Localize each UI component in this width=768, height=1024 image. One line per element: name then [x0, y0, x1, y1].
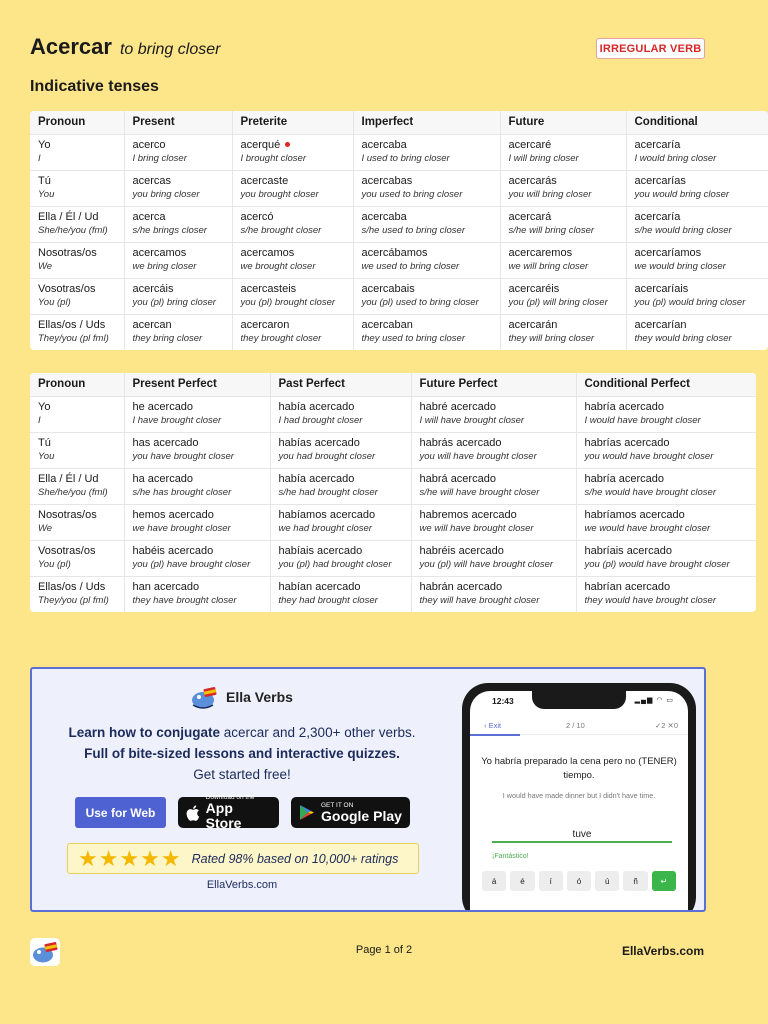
column-header: Future Perfect	[411, 373, 576, 396]
pronoun: Yo	[38, 138, 51, 151]
conjugation: habías acercado	[278, 436, 360, 449]
accent-key[interactable]: í	[539, 871, 563, 891]
exit-button[interactable]: ‹ Exit	[484, 721, 502, 730]
quiz-translation: I would have made dinner but I didn't have time.	[502, 791, 656, 800]
table-row	[30, 170, 768, 206]
conjugation: habíamos acercado	[278, 508, 376, 521]
conjugation-translation: they would have brought closer	[584, 594, 716, 606]
conjugation-cell	[411, 396, 576, 432]
phone-screen	[470, 691, 688, 912]
conjugation-cell	[500, 134, 626, 170]
conjugation-cell	[124, 540, 270, 576]
quiz-question: Yo habría preparado la cena pero no (TENER) tiempo.	[481, 756, 677, 781]
table-row	[30, 504, 756, 540]
pronoun-translation: I	[38, 414, 41, 426]
conjugation-cell	[626, 134, 768, 170]
conjugation: acercamos	[132, 246, 187, 259]
conjugation-translation: s/he brings closer	[132, 224, 207, 236]
conjugation-translation: we would have brought closer	[584, 522, 711, 534]
conjugation: acercaré	[508, 138, 552, 151]
table-row	[30, 396, 756, 432]
conjugation: había acercado	[278, 472, 355, 485]
conjugation-cell	[353, 134, 500, 170]
pronoun-translation: You (pl)	[38, 296, 71, 308]
conjugation-cell	[270, 576, 411, 612]
conjugation: acercáis	[132, 282, 174, 295]
conjugation: acercábamos	[361, 246, 428, 259]
conjugation-cell	[576, 540, 756, 576]
pronoun-cell	[30, 314, 124, 350]
conjugation: acercabas	[361, 174, 413, 187]
conjugation: habría acercado	[584, 472, 664, 485]
conjugation: acercamos	[240, 246, 295, 259]
conjugation: habéis acercado	[132, 544, 214, 557]
conjugation-cell	[124, 396, 270, 432]
conjugation-translation: we will have brought closer	[419, 522, 534, 534]
column-header: Conditional	[626, 111, 768, 134]
conjugation-translation: you (pl) will have brought closer	[419, 558, 554, 570]
conjugation-cell	[232, 134, 353, 170]
table-row	[30, 576, 756, 612]
pronoun: Ellas/os / Uds	[38, 580, 106, 593]
quiz-answer-input[interactable]: tuve	[492, 829, 672, 843]
conjugation-translation: I will bring closer	[508, 152, 579, 164]
column-header: Imperfect	[353, 111, 500, 134]
quiz-score: ✓2 ✕0	[655, 721, 678, 730]
pronoun-cell	[30, 206, 124, 242]
conjugation: acercasteis	[240, 282, 297, 295]
conjugation: acercarás	[508, 174, 557, 187]
conjugation: acercó	[240, 210, 274, 223]
verb-title: Acercar	[30, 34, 112, 59]
brand-name: Ella Verbs	[226, 689, 293, 705]
conjugation-cell	[270, 504, 411, 540]
conjugation-cell	[353, 242, 500, 278]
pronoun-cell	[30, 504, 124, 540]
conjugation: acercaríamos	[634, 246, 702, 259]
conjugation-cell	[500, 314, 626, 350]
table-row	[30, 242, 768, 278]
pronoun-translation: They/you (pl fml)	[38, 594, 109, 606]
pronoun-translation: You	[38, 188, 55, 200]
conjugation-cell	[411, 504, 576, 540]
conjugation-cell	[500, 278, 626, 314]
table-row	[30, 468, 756, 504]
pronoun-cell	[30, 540, 124, 576]
conjugation: han acercado	[132, 580, 200, 593]
conjugation: habrá acercado	[419, 472, 496, 485]
column-header: Future	[500, 111, 626, 134]
perfect-tenses-table	[30, 373, 756, 612]
conjugation-translation: I would have brought closer	[584, 414, 701, 426]
pronoun-cell	[30, 468, 124, 504]
conjugation-translation: they have brought closer	[132, 594, 237, 606]
conjugation-translation: you (pl) bring closer	[132, 296, 216, 308]
conjugation-translation: they would bring closer	[634, 332, 732, 344]
conjugation-cell	[626, 314, 768, 350]
conjugation-cell	[124, 206, 232, 242]
conjugation-translation: we bring closer	[132, 260, 197, 272]
rating-box	[67, 843, 419, 874]
conjugation-translation: you (pl) would bring closer	[634, 296, 746, 308]
verb-translation: to bring closer	[119, 41, 221, 58]
conjugation-translation: s/he used to bring closer	[361, 224, 466, 236]
pronoun: Ellas/os / Uds	[38, 318, 106, 331]
page-number: Page 1 of 2	[355, 944, 413, 956]
conjugation: hemos acercado	[132, 508, 214, 521]
conjugation-cell	[124, 134, 232, 170]
conjugation-translation: you (pl) brought closer	[240, 296, 336, 308]
conjugation-translation: we will bring closer	[508, 260, 589, 272]
promo-line-1: Learn how to conjugate acercar and 2,300+ other verbs.	[68, 725, 416, 740]
conjugation-cell	[124, 170, 232, 206]
conjugation: acercas	[132, 174, 172, 187]
pronoun: Tú	[38, 174, 51, 187]
ella-verbs-logo-icon	[190, 685, 218, 709]
conjugation-cell	[626, 242, 768, 278]
conjugation: acercabais	[361, 282, 415, 295]
quiz-feedback: ¡Fantástico!	[492, 853, 529, 860]
column-header: Preterite	[232, 111, 353, 134]
conjugation-translation: they had brought closer	[278, 594, 378, 606]
conjugation-translation: I have brought closer	[132, 414, 222, 426]
pronoun: Ella / Él / Ud	[38, 210, 99, 223]
column-header: Pronoun	[30, 373, 124, 396]
table-row	[30, 206, 768, 242]
table-row	[30, 540, 756, 576]
accent-key[interactable]: á	[482, 871, 506, 891]
conjugation-translation: you will have brought closer	[419, 450, 537, 462]
conjugation: acercarían	[634, 318, 687, 331]
column-header: Present Perfect	[124, 373, 270, 396]
conjugation-cell	[124, 432, 270, 468]
conjugation-cell	[124, 468, 270, 504]
conjugation-cell	[576, 468, 756, 504]
irregular-verb-badge: IRREGULAR VERB	[596, 38, 705, 59]
conjugation-translation: I will have brought closer	[419, 414, 525, 426]
google-play-button[interactable]	[291, 797, 410, 828]
conjugation: acercaste	[240, 174, 289, 187]
rating-text: Rated 98% based on 10,000+ ratings	[191, 851, 399, 866]
conjugation-cell	[232, 314, 353, 350]
conjugation-translation: they will bring closer	[508, 332, 595, 344]
conjugation: acercarán	[508, 318, 558, 331]
phone-status-icons: ▂▄▆ ◠ ▭	[634, 697, 674, 704]
conjugation: ha acercado	[132, 472, 194, 485]
pronoun-translation: I	[38, 152, 41, 164]
conjugation: acercan	[132, 318, 172, 331]
simple-tenses-table	[30, 111, 768, 350]
conjugation: habrían acercado	[584, 580, 671, 593]
apple-icon	[186, 805, 200, 821]
conjugation-translation: they bring closer	[132, 332, 203, 344]
conjugation-cell	[576, 432, 756, 468]
conjugation: acercaríais	[634, 282, 689, 295]
conjugation-translation: you (pl) have brought closer	[132, 558, 251, 570]
enter-key[interactable]: ↵	[652, 871, 676, 891]
pronoun-translation: You	[38, 450, 55, 462]
conjugation-translation: you (pl) will bring closer	[508, 296, 608, 308]
conjugation: habré acercado	[419, 400, 496, 413]
conjugation: acerca	[132, 210, 166, 223]
conjugation: habremos acercado	[419, 508, 517, 521]
conjugation-translation: I had brought closer	[278, 414, 363, 426]
table-row	[30, 432, 756, 468]
use-for-web-button[interactable]: Use for Web	[75, 797, 166, 828]
promo-url[interactable]: EllaVerbs.com	[206, 879, 278, 891]
conjugation-translation: we brought closer	[240, 260, 316, 272]
conjugation-translation: you had brought closer	[278, 450, 376, 462]
column-header: Present	[124, 111, 232, 134]
conjugation: acercaréis	[508, 282, 560, 295]
pronoun: Nosotras/os	[38, 508, 97, 521]
conjugation-translation: you (pl) had brought closer	[278, 558, 392, 570]
app-store-label: App Store	[205, 800, 242, 831]
conjugation: habíais acercado	[278, 544, 363, 557]
conjugation-cell	[270, 540, 411, 576]
conjugation-cell	[411, 540, 576, 576]
section-title: Indicative tenses	[30, 78, 159, 95]
pronoun-translation: You (pl)	[38, 558, 71, 570]
conjugation-translation: s/he will bring closer	[508, 224, 595, 236]
conjugation: acercaron	[240, 318, 290, 331]
conjugation-cell	[124, 576, 270, 612]
conjugation-cell	[353, 170, 500, 206]
conjugation-translation: you brought closer	[240, 188, 319, 200]
conjugation-translation: I would bring closer	[634, 152, 717, 164]
conjugation: acercaría	[634, 138, 681, 151]
pronoun-translation: She/he/you (fml)	[38, 224, 108, 236]
conjugation-translation: you will bring closer	[508, 188, 592, 200]
pronoun: Vosotras/os	[38, 544, 96, 557]
quiz-top-bar	[470, 715, 688, 735]
conjugation-translation: you bring closer	[132, 188, 200, 200]
conjugation: habrías acercado	[584, 436, 670, 449]
pronoun-cell	[30, 242, 124, 278]
conjugation-translation: s/he brought closer	[240, 224, 322, 236]
conjugation: habríamos acercado	[584, 508, 685, 521]
conjugation-translation: you would have brought closer	[584, 450, 714, 462]
phone-notch	[532, 691, 626, 709]
conjugation-cell	[626, 278, 768, 314]
conjugation-cell	[576, 504, 756, 540]
conjugation: acerqué	[241, 139, 345, 152]
conjugation-translation: s/he has brought closer	[132, 486, 232, 498]
conjugation-translation: I bring closer	[132, 152, 187, 164]
pronoun: Yo	[38, 400, 51, 413]
conjugation-translation: you (pl) used to bring closer	[361, 296, 479, 308]
star-rating-icon: ★★★★★	[78, 845, 182, 871]
app-store-small-label: Download on the	[205, 794, 255, 801]
footer-url[interactable]: EllaVerbs.com	[621, 944, 704, 958]
column-header: Conditional Perfect	[576, 373, 756, 396]
conjugation: acercaba	[361, 138, 407, 151]
conjugation: acercaremos	[508, 246, 573, 259]
conjugation: habrán acercado	[419, 580, 503, 593]
conjugation-translation: they will have brought closer	[419, 594, 540, 606]
irregular-marker-icon	[285, 142, 290, 147]
promo-line-2: Full of bite-sized lessons and interactive quizzes.	[84, 746, 400, 761]
conjugation-translation: you (pl) would have brought closer	[584, 558, 730, 570]
conjugation: habríais acercado	[584, 544, 672, 557]
pronoun-cell	[30, 576, 124, 612]
conjugation-cell	[500, 170, 626, 206]
conjugation: acercaba	[361, 210, 407, 223]
conjugation-cell	[500, 242, 626, 278]
pronoun: Vosotras/os	[38, 282, 96, 295]
conjugation-cell	[270, 396, 411, 432]
conjugation-translation: you have brought closer	[132, 450, 234, 462]
conjugation-translation: s/he would bring closer	[634, 224, 732, 236]
conjugation: habría acercado	[584, 400, 664, 413]
pronoun-cell	[30, 134, 124, 170]
conjugation-translation: they used to bring closer	[361, 332, 466, 344]
accent-key[interactable]: ú	[595, 871, 619, 891]
conjugation-cell	[626, 206, 768, 242]
conjugation-translation: we would bring closer	[634, 260, 726, 272]
pronoun-translation: She/he/you (fml)	[38, 486, 108, 498]
accent-key[interactable]: ó	[567, 871, 591, 891]
pronoun: Ella / Él / Ud	[38, 472, 99, 485]
pronoun-translation: We	[38, 260, 53, 272]
table-row	[30, 134, 768, 170]
conjugation-translation: you used to bring closer	[361, 188, 463, 200]
conjugation-translation: they brought closer	[240, 332, 322, 344]
conjugation-translation: we used to bring closer	[361, 260, 460, 272]
accent-keyboard	[482, 871, 676, 891]
pronoun: Nosotras/os	[38, 246, 97, 259]
conjugation: has acercado	[132, 436, 199, 449]
conjugation-cell	[232, 278, 353, 314]
conjugation-cell	[270, 432, 411, 468]
conjugation-cell	[353, 206, 500, 242]
pronoun-translation: They/you (pl fml)	[38, 332, 109, 344]
conjugation-cell	[124, 314, 232, 350]
title-row	[30, 34, 220, 60]
google-play-icon	[299, 804, 315, 821]
conjugation-cell	[124, 278, 232, 314]
table-row	[30, 278, 768, 314]
column-header: Past Perfect	[270, 373, 411, 396]
promo-line-3: Get started free!	[193, 767, 291, 782]
conjugation: habían acercado	[278, 580, 361, 593]
conjugation-cell	[411, 468, 576, 504]
app-store-button[interactable]	[178, 794, 279, 831]
conjugation: acercarías	[634, 174, 686, 187]
conjugation-translation: s/he had brought closer	[278, 486, 378, 498]
accent-key[interactable]: é	[510, 871, 534, 891]
conjugation-cell	[500, 206, 626, 242]
phone-mockup	[462, 683, 696, 912]
accent-key[interactable]: ñ	[623, 871, 647, 891]
conjugation: acerco	[132, 138, 166, 151]
column-header: Pronoun	[30, 111, 124, 134]
conjugation-cell	[270, 468, 411, 504]
conjugation-cell	[576, 576, 756, 612]
promo-box	[30, 667, 706, 912]
pronoun-translation: We	[38, 522, 53, 534]
google-play-small-label: GET IT ON	[321, 801, 354, 809]
conjugation-cell	[232, 206, 353, 242]
conjugation-cell	[411, 576, 576, 612]
conjugation-cell	[124, 242, 232, 278]
quiz-progress: 2 / 10	[566, 721, 585, 730]
conjugation-cell	[232, 242, 353, 278]
pronoun-cell	[30, 170, 124, 206]
conjugation-cell	[576, 396, 756, 432]
conjugation-cell	[124, 504, 270, 540]
google-play-label: Google Play	[321, 807, 402, 824]
conjugation: acercará	[508, 210, 552, 223]
conjugation-translation: we have brought closer	[132, 522, 231, 534]
conjugation-cell	[232, 170, 353, 206]
pronoun-cell	[30, 432, 124, 468]
conjugation-translation: s/he would have brought closer	[584, 486, 716, 498]
conjugation: había acercado	[278, 400, 355, 413]
conjugation-cell	[411, 432, 576, 468]
conjugation: habréis acercado	[419, 544, 504, 557]
quiz-progress-bar	[470, 734, 520, 736]
pronoun: Tú	[38, 436, 51, 449]
conjugation-translation: we had brought closer	[278, 522, 372, 534]
conjugation-translation: s/he will have brought closer	[419, 486, 540, 498]
conjugation: habrás acercado	[419, 436, 502, 449]
conjugation-translation: I used to bring closer	[361, 152, 450, 164]
conjugation-cell	[353, 314, 500, 350]
conjugation-cell	[353, 278, 500, 314]
conjugation-cell	[626, 170, 768, 206]
pronoun-cell	[30, 396, 124, 432]
table-row	[30, 314, 768, 350]
conjugation-translation: I brought closer	[240, 152, 306, 164]
conjugation-translation: you would bring closer	[634, 188, 730, 200]
phone-time: 12:43	[492, 696, 514, 706]
conjugation: he acercado	[132, 400, 194, 413]
brand	[190, 685, 293, 709]
conjugation: acercaban	[361, 318, 413, 331]
conjugation: acercaría	[634, 210, 681, 223]
pronoun-cell	[30, 278, 124, 314]
